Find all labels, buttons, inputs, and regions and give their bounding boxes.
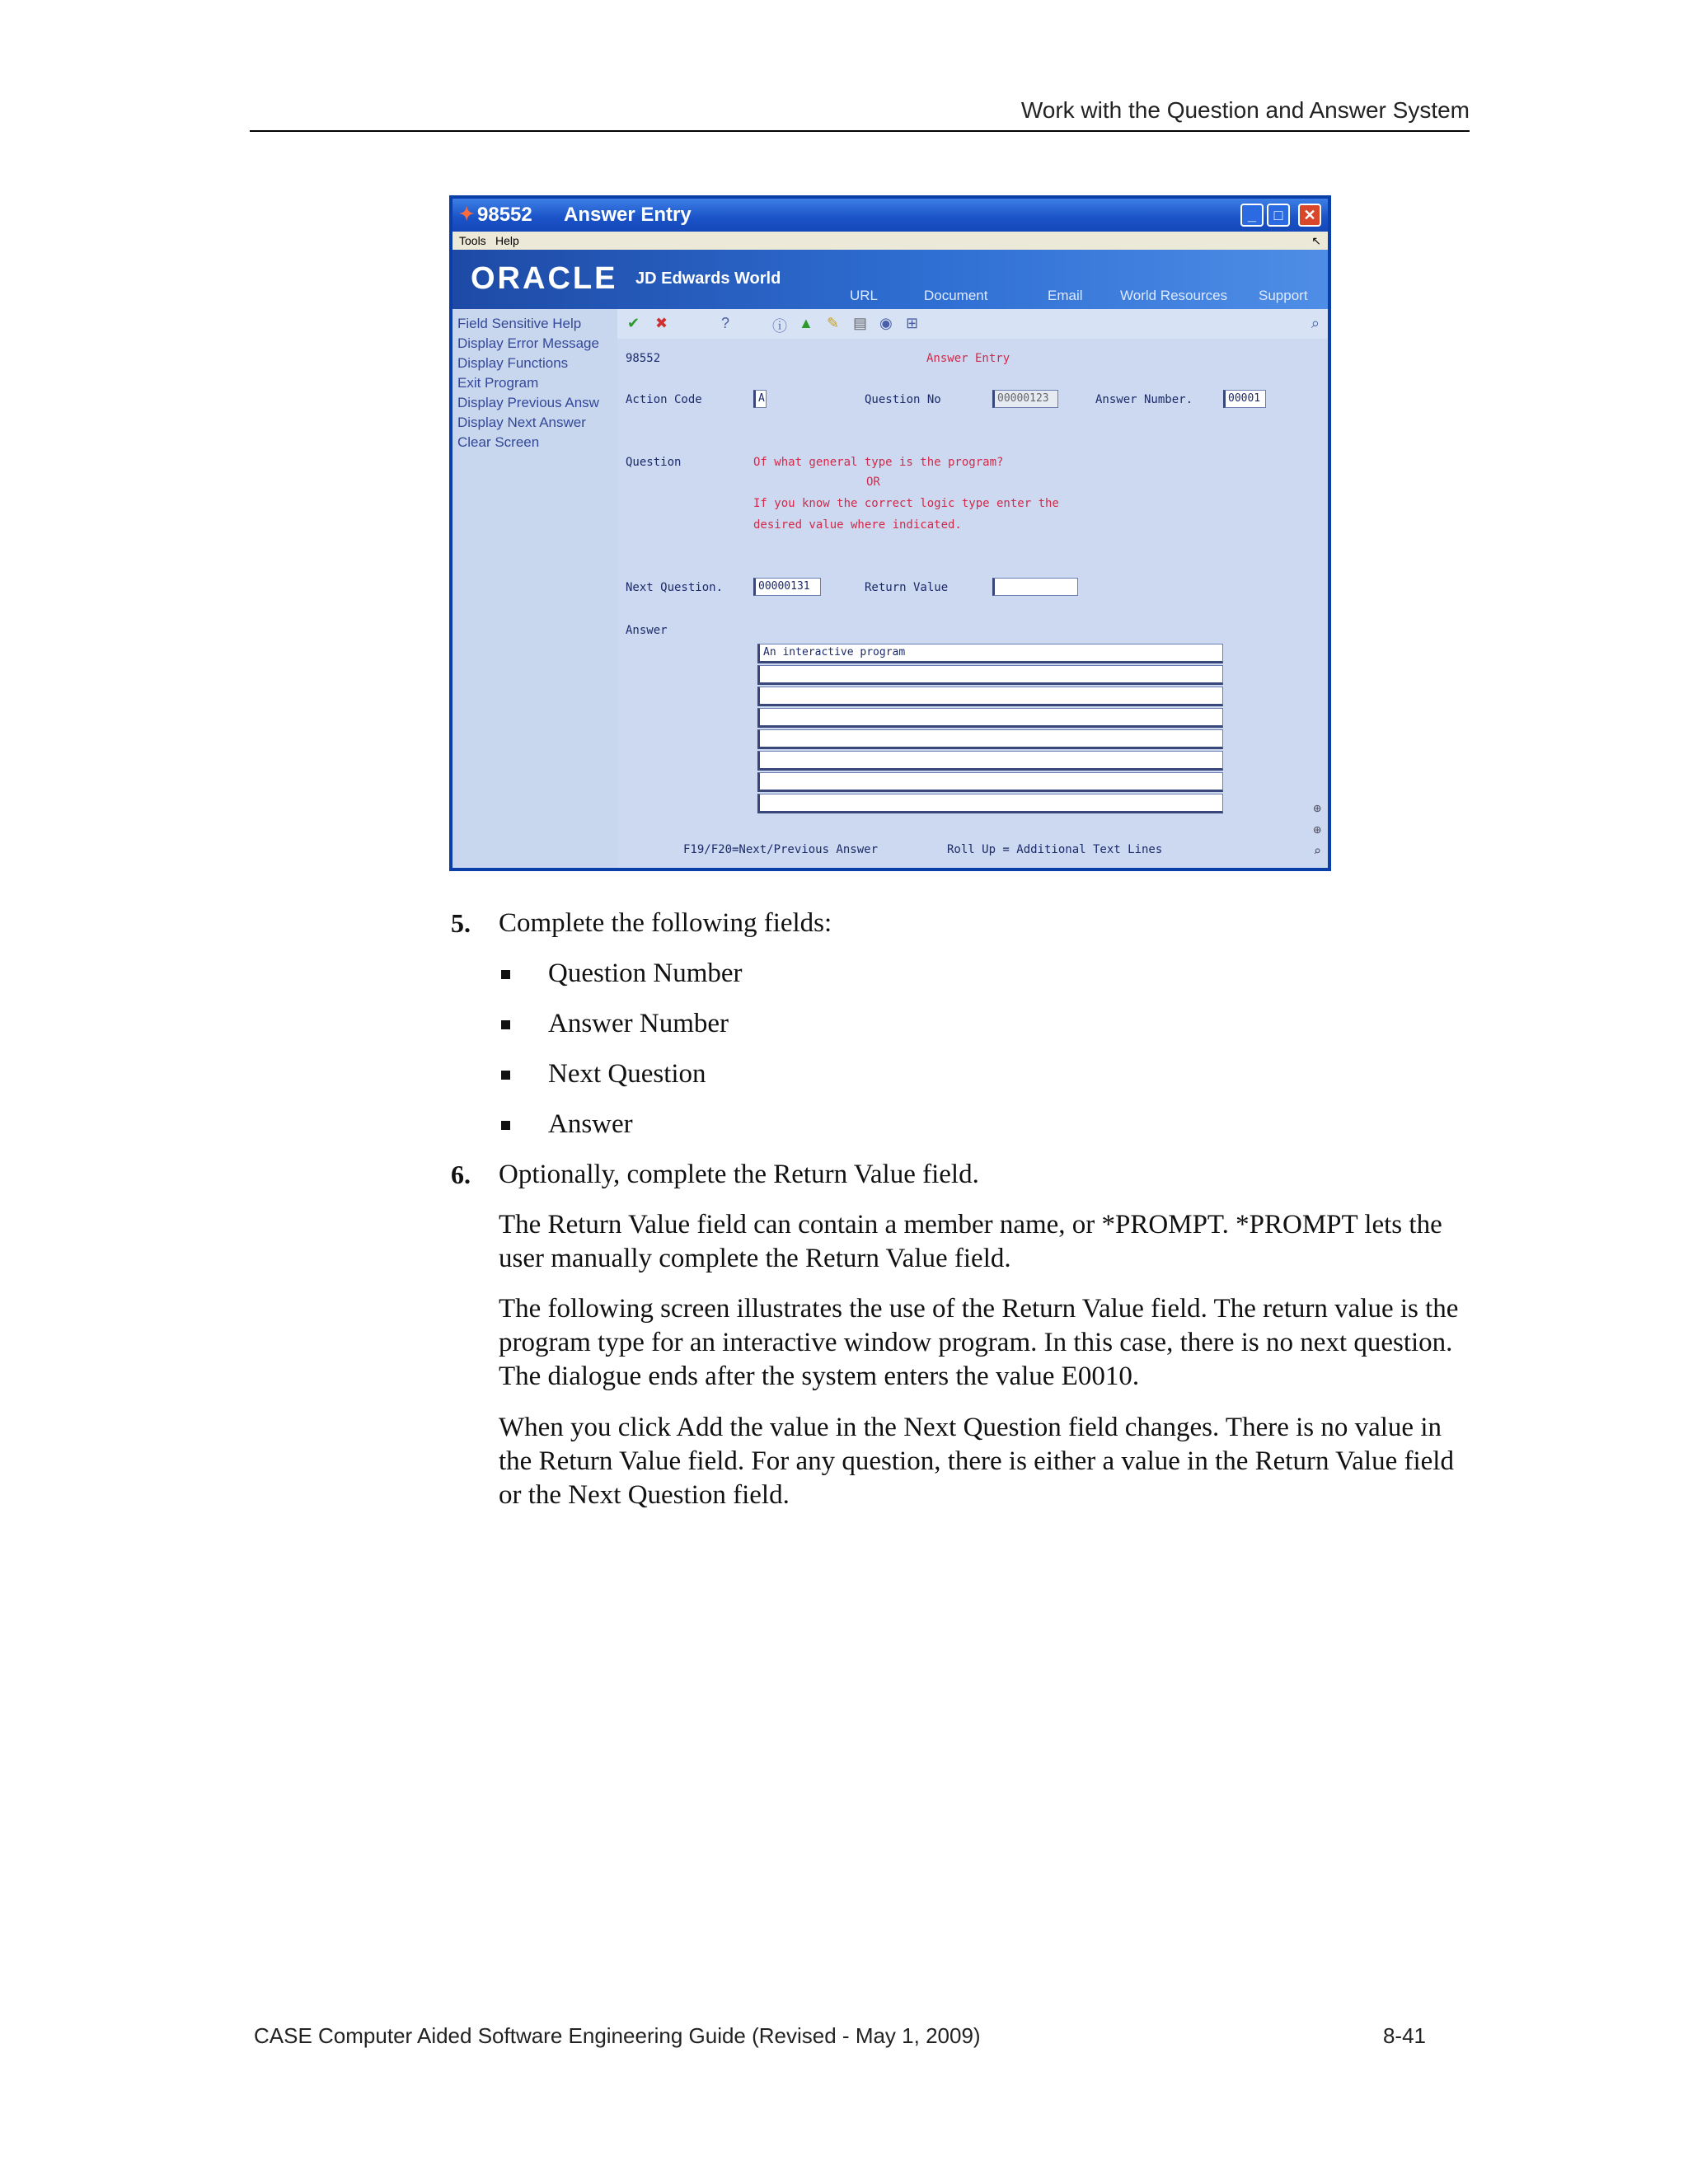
paragraph: The following screen illustrates the use of the Return Value field. The return value is the program type for an interactive window program. In this case, there is no next question. The dialogue ends after the system enters the value E0010. — [499, 1294, 1459, 1391]
sidebar-item-exit-program[interactable]: Exit Program — [457, 375, 539, 391]
answer-line-3[interactable] — [757, 687, 1223, 706]
action-code-label: Action Code — [626, 393, 702, 406]
window-program-number: 98552 — [477, 204, 532, 226]
scroll-up-icon[interactable]: ⊕ — [1313, 800, 1321, 816]
pencil-icon[interactable]: ✎ — [827, 315, 840, 331]
answer-label: Answer — [626, 624, 668, 637]
title-bar — [452, 199, 1328, 232]
function-sidebar — [452, 309, 617, 868]
form-title: Answer Entry — [926, 352, 1010, 365]
menu-tools[interactable]: Tools — [459, 234, 486, 247]
sidebar-item-clear-screen[interactable]: Clear Screen — [457, 434, 540, 450]
form-area — [617, 339, 1328, 868]
nav-support[interactable]: Support — [1259, 288, 1308, 303]
step-text: Optionally, complete the Return Value field. — [499, 1160, 979, 1189]
display-icon[interactable]: ◉ — [879, 315, 893, 331]
zoom-icon[interactable]: ⌕ — [1313, 843, 1321, 859]
nav-document[interactable]: Document — [924, 288, 988, 303]
list-item: Question Number — [548, 958, 743, 988]
header-rule — [250, 130, 1470, 132]
menu-help[interactable]: Help — [495, 234, 519, 247]
answer-line-2[interactable] — [757, 665, 1223, 685]
answer-line-4[interactable] — [757, 708, 1223, 728]
sidebar-item-field-sensitive-help[interactable]: Field Sensitive Help — [457, 316, 582, 331]
window-title: Answer Entry — [564, 204, 692, 226]
question-no-field[interactable]: 00000123 — [992, 390, 1058, 408]
footer-hint-next-previous: F19/F20=Next/Previous Answer — [683, 843, 879, 856]
check-icon[interactable]: ✔ — [627, 315, 640, 331]
app-icon: ✦ — [459, 204, 475, 224]
search-icon[interactable]: ⌕ — [1311, 315, 1320, 331]
bullet-icon — [501, 1121, 510, 1130]
bullet-icon — [501, 970, 510, 979]
return-value-field[interactable] — [992, 578, 1078, 596]
list-item: Answer Number — [548, 1009, 729, 1038]
footer-guide-title: CASE Computer Aided Software Engineering Guide (Revised - May 1, 2009) — [254, 2023, 981, 2048]
step-number: 6. — [451, 1160, 471, 1189]
nav-url[interactable]: URL — [850, 288, 879, 303]
cancel-icon[interactable]: ✖ — [655, 315, 668, 331]
action-code-field[interactable]: A — [753, 390, 767, 408]
scroll-down-icon[interactable]: ⊕ — [1313, 822, 1321, 837]
export-icon[interactable]: ⊞ — [906, 315, 919, 331]
sidebar-item-display-functions[interactable]: Display Functions — [457, 355, 569, 371]
paragraph: When you click Add the value in the Next Question field changes. There is no value in the Return Value field. For any question, there is either a value in the Return Value field or the Next Question field. — [499, 1413, 1454, 1510]
help-pointer-icon[interactable]: ↖ — [1311, 234, 1321, 247]
list-item: Answer — [548, 1109, 633, 1139]
step-number: 5. — [451, 908, 471, 938]
menu-bar — [452, 232, 1328, 250]
sidebar-item-display-error-message[interactable]: Display Error Message — [457, 335, 599, 351]
close-icon[interactable]: ✕ — [1298, 204, 1321, 227]
answer-line-8[interactable] — [757, 794, 1223, 813]
oracle-logo: ORACLE — [471, 261, 618, 296]
return-value-label: Return Value — [865, 581, 949, 594]
answer-number-field[interactable]: 00001 — [1223, 390, 1266, 408]
nav-email[interactable]: Email — [1048, 288, 1083, 303]
sidebar-item-display-next-answer[interactable]: Display Next Answer — [457, 415, 586, 430]
bullet-icon — [501, 1071, 510, 1080]
answer-number-label: Answer Number. — [1095, 393, 1193, 406]
minimize-icon[interactable]: _ — [1240, 204, 1264, 227]
next-question-field[interactable]: 00000131 — [753, 578, 821, 596]
footer-hint-roll-up: Roll Up = Additional Text Lines — [947, 843, 1163, 856]
info-icon[interactable]: ⓘ — [772, 318, 787, 335]
question-text-or: OR — [866, 476, 880, 489]
answer-line-7[interactable] — [757, 772, 1223, 792]
sidebar-item-display-previous-answer[interactable]: Display Previous Answ — [457, 395, 599, 410]
question-no-label: Question No — [865, 393, 941, 406]
list-item: Next Question — [548, 1059, 706, 1089]
page-number: 8-41 — [1382, 2023, 1426, 2048]
clipboard-icon[interactable]: ▤ — [853, 315, 868, 331]
step-text: Complete the following fields: — [499, 908, 832, 938]
bullet-icon — [501, 1020, 510, 1029]
answer-line-1[interactable]: An interactive program — [757, 644, 1223, 663]
question-text-line1: Of what general type is the program? — [753, 456, 1004, 469]
next-question-label: Next Question. — [626, 581, 724, 594]
answer-line-5[interactable] — [757, 729, 1223, 749]
help-icon[interactable]: ? — [721, 315, 730, 331]
nav-world-resources[interactable]: World Resources — [1120, 288, 1228, 303]
question-label: Question — [626, 456, 682, 469]
logo-subtitle: JD Edwards World — [635, 269, 781, 288]
toolbar — [617, 309, 1328, 339]
answer-entry-window — [449, 195, 1331, 871]
maximize-icon[interactable]: □ — [1267, 204, 1290, 227]
up-arrow-icon[interactable]: ▲ — [799, 315, 814, 331]
question-text-line3: desired value where indicated. — [753, 518, 962, 532]
answer-line-6[interactable] — [757, 751, 1223, 771]
program-id: 98552 — [626, 352, 661, 365]
section-header: Work with the Question and Answer System — [1020, 97, 1470, 123]
oracle-banner — [452, 250, 1328, 309]
paragraph: The Return Value field can contain a member name, or *PROMPT. *PROMPT lets the user manually complete the Return Value field. — [499, 1210, 1442, 1273]
question-text-line2: If you know the correct logic type enter the — [753, 497, 1059, 510]
